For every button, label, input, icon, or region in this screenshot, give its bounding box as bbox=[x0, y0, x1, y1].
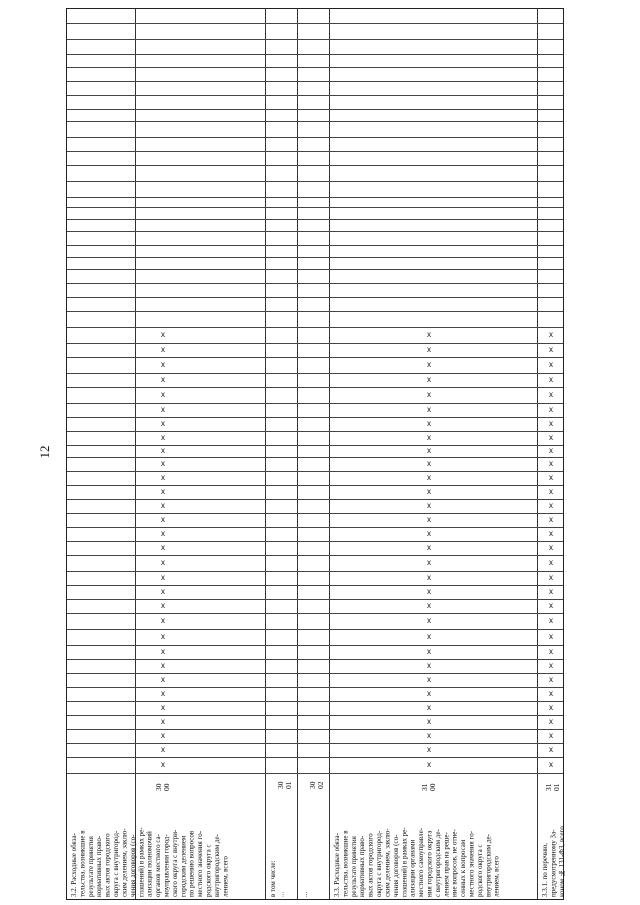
cross-mark: x bbox=[427, 515, 431, 524]
row-code-3101: 31 01 bbox=[544, 783, 561, 791]
row-line bbox=[67, 373, 563, 374]
row-code-3002: 30 02 bbox=[308, 781, 325, 789]
row-line bbox=[67, 245, 563, 246]
cross-mark: x bbox=[161, 632, 165, 641]
cross-mark: x bbox=[161, 345, 165, 354]
cross-mark: x bbox=[549, 689, 553, 698]
col-divider bbox=[135, 9, 136, 899]
row-label-3-3: 3.3. Расходные обяза- тельства, возникшие в результате принятия нормативных право- вых актов городского округа с внутригород- ским делением, заклю- чения договоров (со- глашений) в рамках ре- ализации органами местного самоуправле- ния городского округа с внутригородским де- лением прав на реше- ние вопросов, не отне- сенных к вопросам местного значения го- родского округа с внутригородским де- лением, всего bbox=[333, 827, 501, 897]
cross-mark: x bbox=[427, 345, 431, 354]
row-line bbox=[67, 151, 563, 152]
cross-mark: x bbox=[549, 616, 553, 625]
cross-mark: x bbox=[161, 529, 165, 538]
col-divider bbox=[265, 9, 266, 899]
cross-mark: x bbox=[549, 601, 553, 610]
cross-mark: x bbox=[549, 661, 553, 670]
cross-mark: x bbox=[427, 689, 431, 698]
cross-mark: x bbox=[549, 473, 553, 482]
cross-mark: x bbox=[161, 375, 165, 384]
row-line bbox=[67, 729, 563, 730]
row-line bbox=[67, 673, 563, 674]
row-line bbox=[67, 67, 563, 68]
cross-mark: x bbox=[161, 703, 165, 712]
row-line bbox=[67, 121, 563, 122]
cross-mark: x bbox=[427, 375, 431, 384]
row-line bbox=[67, 599, 563, 600]
cross-mark: x bbox=[549, 632, 553, 641]
cross-mark: x bbox=[161, 601, 165, 610]
cross-mark: x bbox=[549, 515, 553, 524]
row-line bbox=[67, 165, 563, 166]
cross-mark: x bbox=[549, 731, 553, 740]
cross-mark: x bbox=[427, 419, 431, 428]
col-divider bbox=[329, 9, 330, 899]
cross-mark: x bbox=[427, 360, 431, 369]
cross-mark: x bbox=[161, 473, 165, 482]
cross-mark: x bbox=[427, 459, 431, 468]
row-line bbox=[67, 659, 563, 660]
cross-mark: x bbox=[161, 717, 165, 726]
row-line bbox=[67, 81, 563, 82]
cross-mark: x bbox=[161, 616, 165, 625]
row-label-3-3-1: 3.3.1. по перечню, предусмотренному За- коном № 131-ФЗ, всего bbox=[541, 826, 566, 897]
cross-mark: x bbox=[549, 543, 553, 552]
cross-mark: x bbox=[427, 745, 431, 754]
cross-mark: x bbox=[427, 529, 431, 538]
cross-mark: x bbox=[427, 487, 431, 496]
cross-mark: x bbox=[427, 405, 431, 414]
row-line bbox=[67, 257, 563, 258]
row-line bbox=[67, 219, 563, 220]
cross-mark: x bbox=[549, 558, 553, 567]
cross-mark: x bbox=[161, 446, 165, 455]
cross-mark: x bbox=[427, 661, 431, 670]
row-line bbox=[67, 457, 563, 458]
cross-mark: x bbox=[161, 515, 165, 524]
cross-mark: x bbox=[161, 501, 165, 510]
cross-mark: x bbox=[161, 419, 165, 428]
row-line bbox=[67, 629, 563, 630]
cross-mark: x bbox=[549, 647, 553, 656]
row-code-3100: 31 00 bbox=[420, 783, 437, 791]
cross-mark: x bbox=[549, 703, 553, 712]
row-line bbox=[67, 715, 563, 716]
cross-mark: x bbox=[161, 360, 165, 369]
rotated-budget-table bbox=[66, 8, 564, 900]
cross-mark: x bbox=[161, 330, 165, 339]
row-line bbox=[67, 387, 563, 388]
row-label-3-2: 3.2. Расходные обяза- тельства, возникшие в результате принятия нормативных право- вых актов городского округа с внутригород- ским делением, заклю- чения договоров (со- глашений) в рамках ре- ализации полномочий органов местного са- моуправления город- ского округа с внутри- городским делением по решению вопросов местного значения го- родского округа с внутригородским де- лением, всего bbox=[70, 827, 230, 897]
cross-mark: x bbox=[427, 717, 431, 726]
cross-mark: x bbox=[427, 390, 431, 399]
cross-mark: x bbox=[161, 760, 165, 769]
row-line bbox=[67, 283, 563, 284]
cross-mark: x bbox=[161, 390, 165, 399]
cross-mark: x bbox=[161, 675, 165, 684]
row-line bbox=[67, 231, 563, 232]
cross-mark: x bbox=[549, 446, 553, 455]
row-line bbox=[67, 743, 563, 744]
cross-mark: x bbox=[161, 487, 165, 496]
cross-mark: x bbox=[427, 731, 431, 740]
cross-mark: x bbox=[161, 587, 165, 596]
row-line bbox=[67, 357, 563, 358]
cross-mark: x bbox=[549, 330, 553, 339]
cross-mark: x bbox=[427, 632, 431, 641]
cross-mark: x bbox=[549, 587, 553, 596]
row-label-in-that-number: в том числе: ... bbox=[269, 860, 286, 897]
cross-mark: x bbox=[549, 390, 553, 399]
cross-mark: x bbox=[549, 375, 553, 384]
row-line bbox=[67, 54, 563, 55]
cross-mark: x bbox=[549, 433, 553, 442]
row-line bbox=[67, 499, 563, 500]
cross-mark: x bbox=[161, 405, 165, 414]
cross-mark: x bbox=[549, 360, 553, 369]
row-line bbox=[67, 23, 563, 24]
row-line bbox=[67, 109, 563, 110]
row-line bbox=[67, 527, 563, 528]
row-line bbox=[67, 645, 563, 646]
cross-mark: x bbox=[427, 647, 431, 656]
col-divider bbox=[297, 9, 298, 899]
cross-mark: x bbox=[161, 543, 165, 552]
cross-mark: x bbox=[427, 558, 431, 567]
row-line bbox=[67, 485, 563, 486]
row-line bbox=[67, 471, 563, 472]
row-line bbox=[67, 687, 563, 688]
row-line bbox=[67, 343, 563, 344]
row-line bbox=[67, 207, 563, 208]
cross-mark: x bbox=[427, 573, 431, 582]
cross-mark: x bbox=[427, 601, 431, 610]
cross-mark: x bbox=[427, 587, 431, 596]
cross-mark: x bbox=[549, 459, 553, 468]
row-line bbox=[67, 541, 563, 542]
cross-mark: x bbox=[427, 616, 431, 625]
cross-mark: x bbox=[161, 459, 165, 468]
row-line bbox=[67, 95, 563, 96]
row-line bbox=[67, 555, 563, 556]
row-line bbox=[67, 39, 563, 40]
cross-mark: x bbox=[549, 419, 553, 428]
row-line bbox=[67, 197, 563, 198]
row-line bbox=[67, 431, 563, 432]
row-line bbox=[67, 757, 563, 758]
cross-mark: x bbox=[549, 717, 553, 726]
row-line bbox=[67, 571, 563, 572]
cross-mark: x bbox=[427, 433, 431, 442]
cross-mark: x bbox=[427, 675, 431, 684]
row-line bbox=[67, 585, 563, 586]
cross-mark: x bbox=[427, 543, 431, 552]
cross-mark: x bbox=[549, 487, 553, 496]
cross-mark: x bbox=[161, 433, 165, 442]
cross-mark: x bbox=[549, 675, 553, 684]
page-number: 12 bbox=[37, 445, 52, 459]
cross-mark: x bbox=[427, 501, 431, 510]
row-code-3001: 30 01 bbox=[276, 781, 293, 789]
cross-mark: x bbox=[549, 745, 553, 754]
cross-mark: x bbox=[161, 573, 165, 582]
row-line bbox=[67, 613, 563, 614]
cross-mark: x bbox=[549, 573, 553, 582]
row-line bbox=[67, 137, 563, 138]
cross-mark: x bbox=[427, 760, 431, 769]
cross-mark: x bbox=[161, 731, 165, 740]
cross-mark: x bbox=[427, 446, 431, 455]
row-line bbox=[67, 403, 563, 404]
cross-mark: x bbox=[427, 473, 431, 482]
row-line bbox=[67, 181, 563, 182]
cross-mark: x bbox=[549, 405, 553, 414]
cross-mark: x bbox=[161, 558, 165, 567]
cross-mark: x bbox=[427, 703, 431, 712]
row-line bbox=[67, 701, 563, 702]
cross-mark: x bbox=[161, 745, 165, 754]
row-line bbox=[67, 445, 563, 446]
cross-mark: x bbox=[161, 647, 165, 656]
row-label-ellipsis: ... bbox=[301, 891, 309, 897]
cross-mark: x bbox=[549, 760, 553, 769]
cross-mark: x bbox=[161, 689, 165, 698]
row-line bbox=[67, 417, 563, 418]
row-line bbox=[67, 513, 563, 514]
cross-mark: x bbox=[161, 661, 165, 670]
col-divider bbox=[537, 9, 538, 899]
row-line bbox=[67, 311, 563, 312]
row-line bbox=[67, 269, 563, 270]
cross-mark: x bbox=[549, 345, 553, 354]
cross-mark: x bbox=[427, 330, 431, 339]
row-line bbox=[67, 297, 563, 298]
cross-mark: x bbox=[549, 529, 553, 538]
cross-mark: x bbox=[549, 501, 553, 510]
row-line bbox=[67, 327, 563, 328]
row-code-3000: 30 00 bbox=[154, 783, 171, 791]
